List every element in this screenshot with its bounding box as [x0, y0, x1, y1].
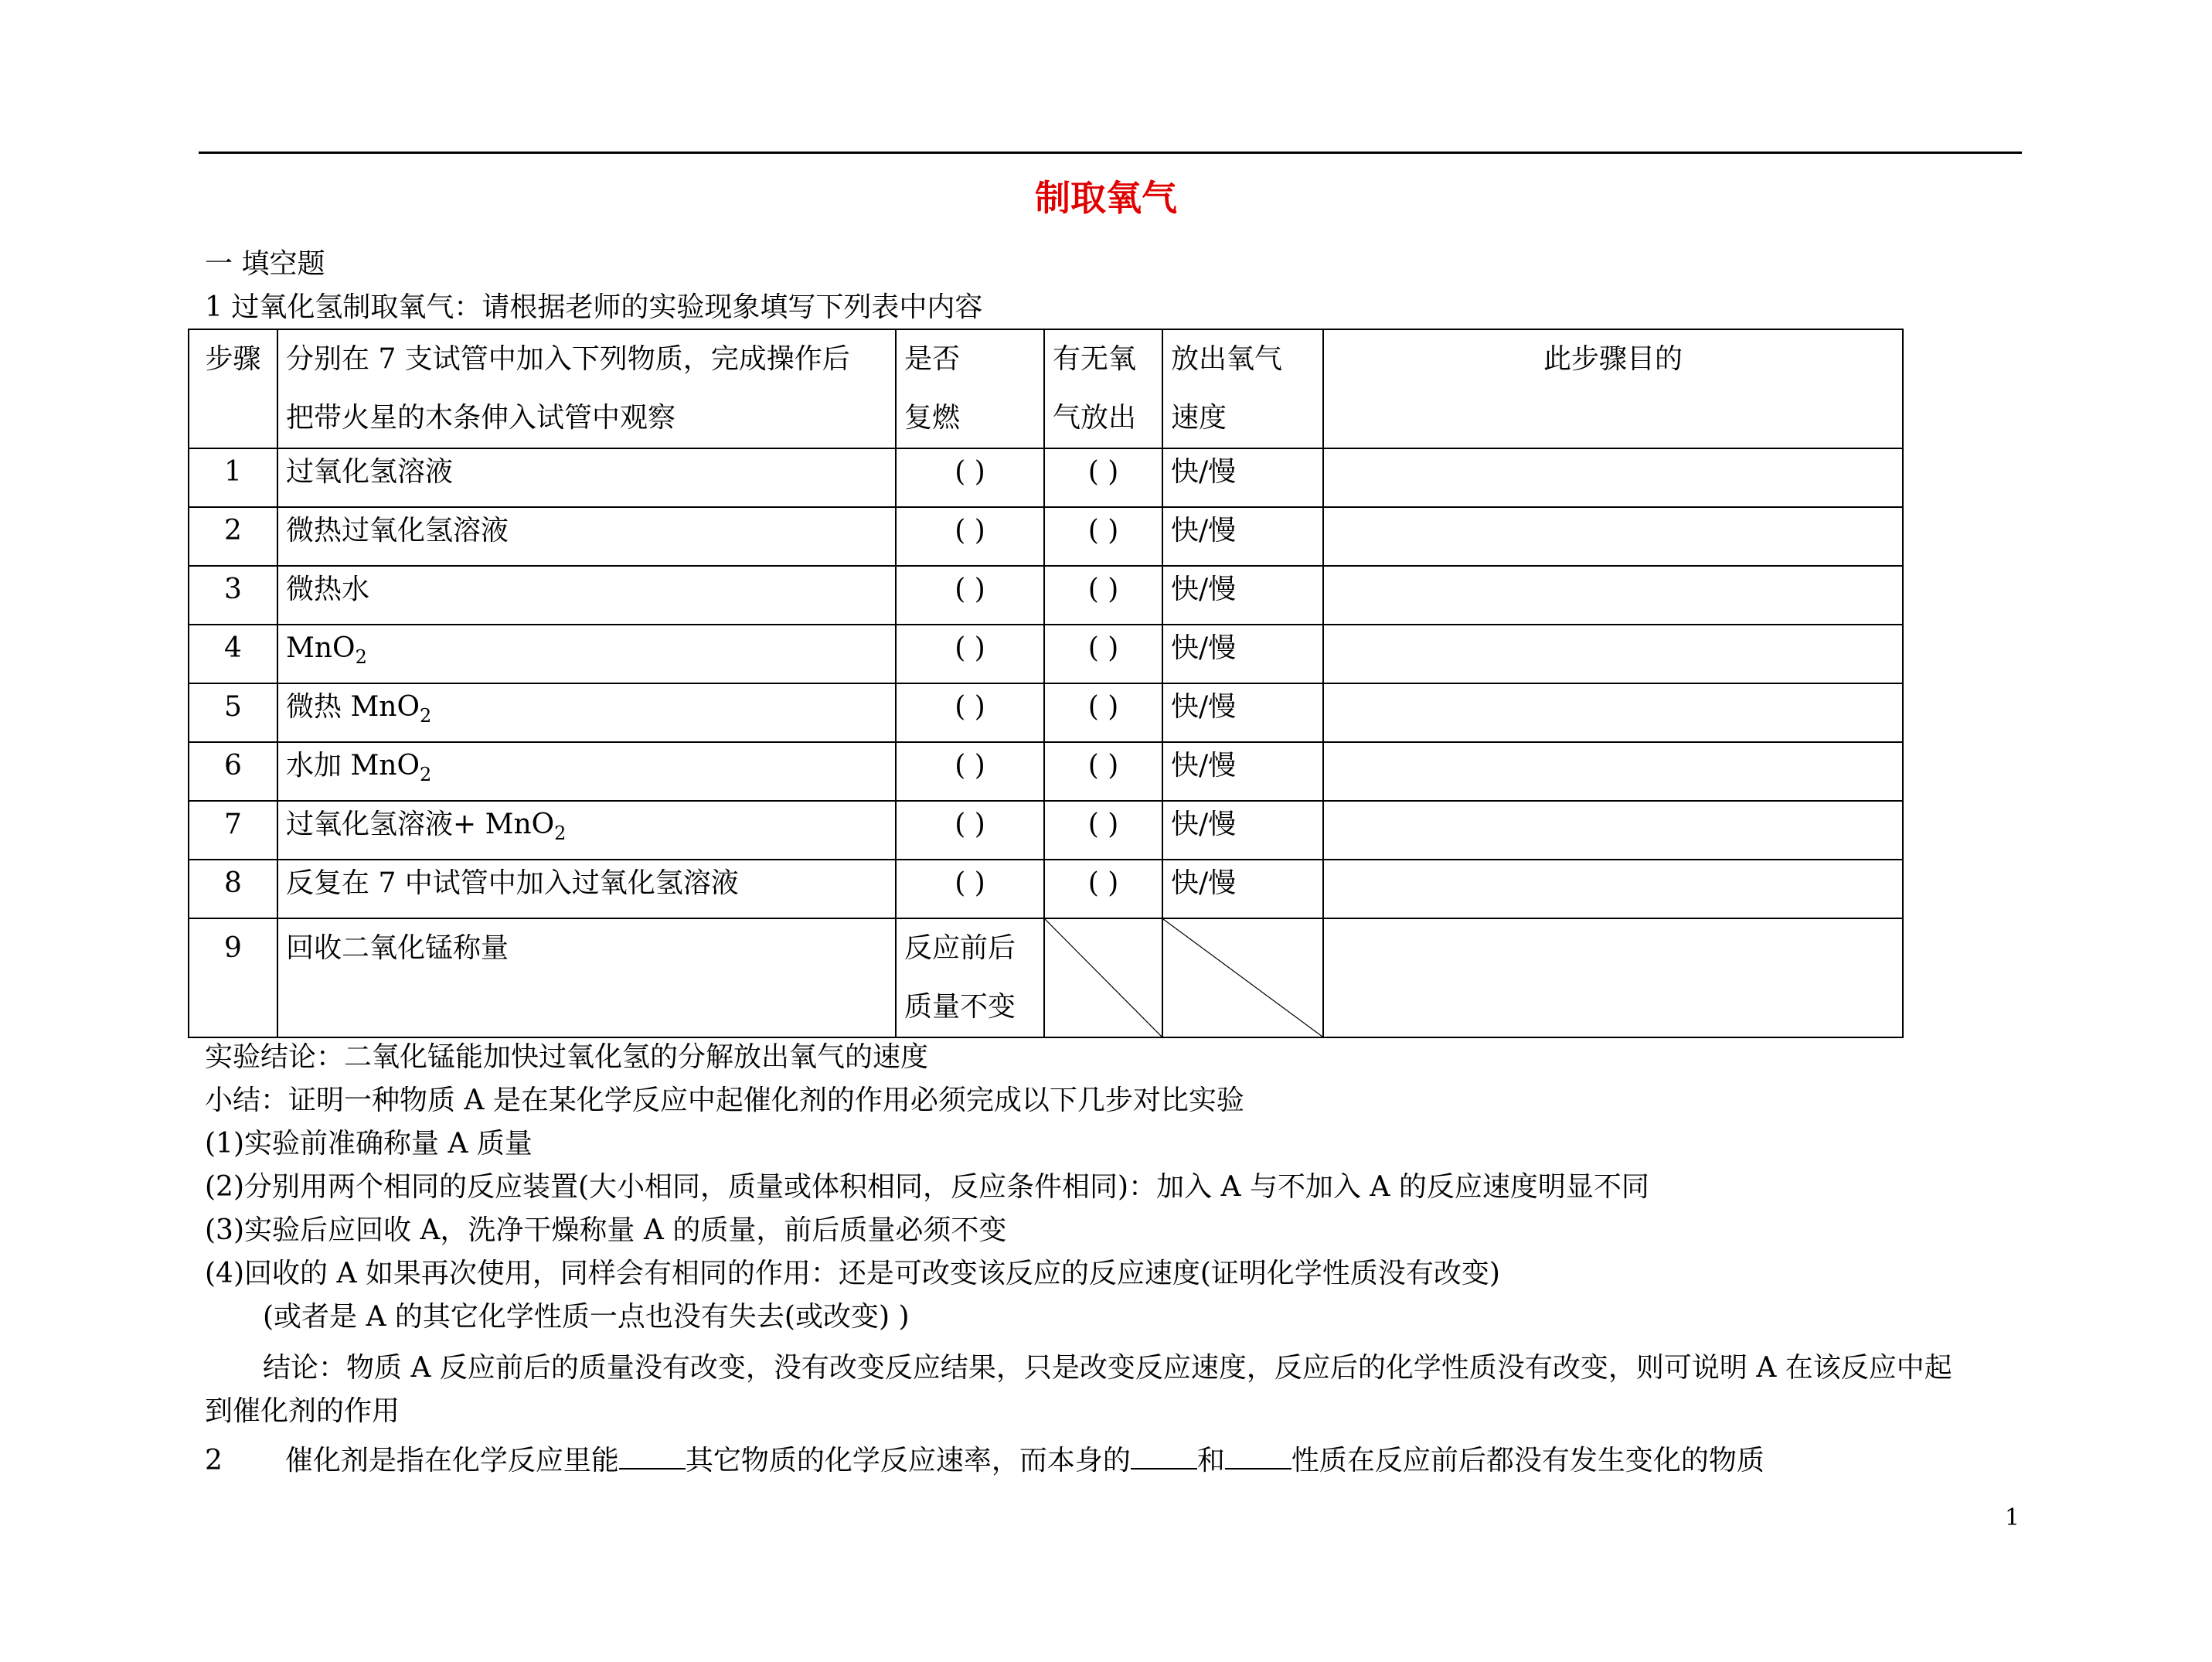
row-step: 8	[189, 860, 277, 918]
row-substance: 回收二氧化锰称量	[277, 918, 896, 1037]
row-oxygen-blank[interactable]: ( )	[1044, 683, 1162, 742]
subscript: 2	[355, 646, 367, 668]
table-row	[189, 742, 1903, 801]
diagonal-cell-speed	[1162, 918, 1323, 1037]
row-purpose-cell[interactable]	[1323, 625, 1903, 683]
table-row	[189, 507, 1903, 566]
row-step: 9	[189, 918, 277, 1037]
row-purpose-cell[interactable]	[1323, 683, 1903, 742]
note-line2: 质量不变	[904, 991, 1016, 1023]
row-reignite-blank[interactable]: ( )	[896, 801, 1044, 860]
row-step: 6	[189, 742, 277, 801]
point-1: (1)实验前准确称量 A 质量	[205, 1128, 533, 1160]
row-substance-text: 水加 MnO	[286, 750, 420, 782]
row-reignite-blank[interactable]: ( )	[896, 742, 1044, 801]
experiment-table	[188, 329, 1904, 1038]
header-reignite-line2: 复燃	[904, 402, 961, 434]
row-oxygen-blank[interactable]: ( )	[1044, 566, 1162, 625]
row-speed: 快/慢	[1162, 683, 1323, 742]
row-speed: 快/慢	[1162, 801, 1323, 860]
subscript: 2	[420, 705, 432, 727]
row-substance: 反复在 7 中试管中加入过氧化氢溶液	[277, 860, 896, 918]
question-2-number: 2	[205, 1445, 223, 1476]
table-row-last	[189, 918, 1903, 1037]
point-2: (2)分别用两个相同的反应装置(大小相同，质量或体积相同，反应条件相同)：加入 A 与不加入 A 的反应速度明显不同	[205, 1171, 1649, 1203]
row-reignite-blank[interactable]: ( )	[896, 448, 1044, 507]
row-reignite-blank[interactable]: ( )	[896, 860, 1044, 918]
header-reignite-line1: 是否	[904, 343, 961, 375]
row-oxygen-blank[interactable]: ( )	[1044, 801, 1162, 860]
header-speed	[1162, 329, 1323, 448]
row-substance	[277, 801, 896, 860]
row-step: 7	[189, 801, 277, 860]
row-speed: 快/慢	[1162, 448, 1323, 507]
subscript: 2	[554, 822, 567, 844]
row-oxygen-blank[interactable]: ( )	[1044, 507, 1162, 566]
row-substance	[277, 625, 896, 683]
header-step: 步骤	[189, 329, 277, 448]
header-reignite	[896, 329, 1044, 448]
table-row	[189, 683, 1903, 742]
diagonal-cell-oxygen	[1044, 918, 1162, 1037]
table-row	[189, 801, 1903, 860]
row-step: 1	[189, 448, 277, 507]
row-reignite-note	[896, 918, 1044, 1037]
fill-blank-3[interactable]	[1225, 1445, 1291, 1470]
row-reignite-blank[interactable]: ( )	[896, 625, 1044, 683]
final-conclusion-line1: 结论：物质 A 反应前后的质量没有改变，没有改变反应结果，只是改变反应速度，反应后的化学性质没有改变，则可说明 A 在该反应中起	[263, 1352, 1952, 1384]
row-purpose-cell[interactable]	[1323, 507, 1903, 566]
note-text: (或者是 A 的其它化学性质一点也没有失去(或改变) )	[263, 1301, 910, 1333]
row-speed: 快/慢	[1162, 742, 1323, 801]
row-purpose-cell[interactable]	[1323, 742, 1903, 801]
point-4: (4)回收的 A 如果再次使用，同样会有相同的作用：还是可改变该反应的反应速度(证明化学性质没有改变)	[205, 1258, 1500, 1289]
header-substance-line2: 把带火星的木条伸入试管中观察	[286, 402, 676, 434]
diagonal-line	[1045, 919, 1162, 1037]
row-speed: 快/慢	[1162, 507, 1323, 566]
row-purpose-cell[interactable]	[1323, 566, 1903, 625]
header-rule	[199, 152, 2022, 154]
row-purpose-cell[interactable]	[1323, 801, 1903, 860]
question-2	[205, 1442, 1764, 1480]
row-step: 2	[189, 507, 277, 566]
row-substance	[277, 742, 896, 801]
row-oxygen-blank[interactable]: ( )	[1044, 625, 1162, 683]
table-row	[189, 448, 1903, 507]
row-substance-text: 微热 MnO	[286, 691, 420, 723]
row-reignite-blank[interactable]: ( )	[896, 507, 1044, 566]
header-oxygen	[1044, 329, 1162, 448]
point-3: (3)实验后应回收 A，洗净干燥称量 A 的质量，前后质量必须不变	[205, 1214, 1007, 1246]
section-heading: 一 填空题	[205, 248, 325, 280]
row-speed: 快/慢	[1162, 625, 1323, 683]
row-substance: 微热水	[277, 566, 896, 625]
row-purpose-cell[interactable]	[1323, 860, 1903, 918]
experiment-conclusion: 实验结论：二氧化锰能加快过氧化氢的分解放出氧气的速度	[205, 1041, 929, 1073]
table-header-row	[189, 329, 1903, 448]
row-purpose-cell[interactable]	[1323, 918, 1903, 1037]
question-2-part3: 和	[1196, 1445, 1225, 1476]
row-substance	[277, 683, 896, 742]
row-step: 3	[189, 566, 277, 625]
row-step: 4	[189, 625, 277, 683]
row-oxygen-blank[interactable]: ( )	[1044, 860, 1162, 918]
subscript: 2	[420, 764, 432, 785]
header-oxygen-line1: 有无氧	[1053, 343, 1137, 375]
row-oxygen-blank[interactable]: ( )	[1044, 448, 1162, 507]
question-2-part1: 催化剂是指在化学反应里能	[284, 1445, 619, 1476]
row-substance-text: MnO	[286, 632, 356, 664]
row-speed: 快/慢	[1162, 566, 1323, 625]
header-substance	[277, 329, 896, 448]
table-row	[189, 566, 1903, 625]
header-speed-line1: 放出氧气	[1171, 343, 1283, 375]
question-2-part2: 其它物质的化学反应速率，而本身的	[685, 1445, 1131, 1476]
page-title: 制取氧气	[1035, 177, 1177, 219]
diagonal-line	[1163, 919, 1322, 1037]
header-purpose: 此步骤目的	[1323, 329, 1903, 448]
header-speed-line2: 速度	[1171, 402, 1227, 434]
question-2-part4: 性质在反应前后都没有发生变化的物质	[1291, 1445, 1764, 1476]
row-step: 5	[189, 683, 277, 742]
fill-blank-1[interactable]	[619, 1445, 686, 1470]
row-reignite-blank[interactable]: ( )	[896, 566, 1044, 625]
header-oxygen-line2: 气放出	[1053, 402, 1137, 434]
row-substance: 过氧化氢溶液	[277, 448, 896, 507]
fill-blank-2[interactable]	[1131, 1445, 1197, 1470]
note-line1: 反应前后	[904, 932, 1016, 964]
summary-text: 小结：证明一种物质 A 是在某化学反应中起催化剂的作用必须完成以下几步对比实验	[205, 1085, 1244, 1116]
row-speed: 快/慢	[1162, 860, 1323, 918]
row-substance-text: 过氧化氢溶液+ MnO	[286, 809, 555, 840]
table-row	[189, 625, 1903, 683]
row-reignite-blank[interactable]: ( )	[896, 683, 1044, 742]
row-oxygen-blank[interactable]: ( )	[1044, 742, 1162, 801]
row-substance: 微热过氧化氢溶液	[277, 507, 896, 566]
page-number: 1	[2005, 1504, 2020, 1531]
row-purpose-cell[interactable]	[1323, 448, 1903, 507]
table-row	[189, 860, 1903, 918]
header-substance-line1: 分别在 7 支试管中加入下列物质，完成操作后	[286, 343, 850, 375]
question-1-intro: 1 过氧化氢制取氧气：请根据老师的实验现象填写下列表中内容	[205, 291, 983, 323]
final-conclusion-line2: 到催化剂的作用	[205, 1395, 400, 1427]
